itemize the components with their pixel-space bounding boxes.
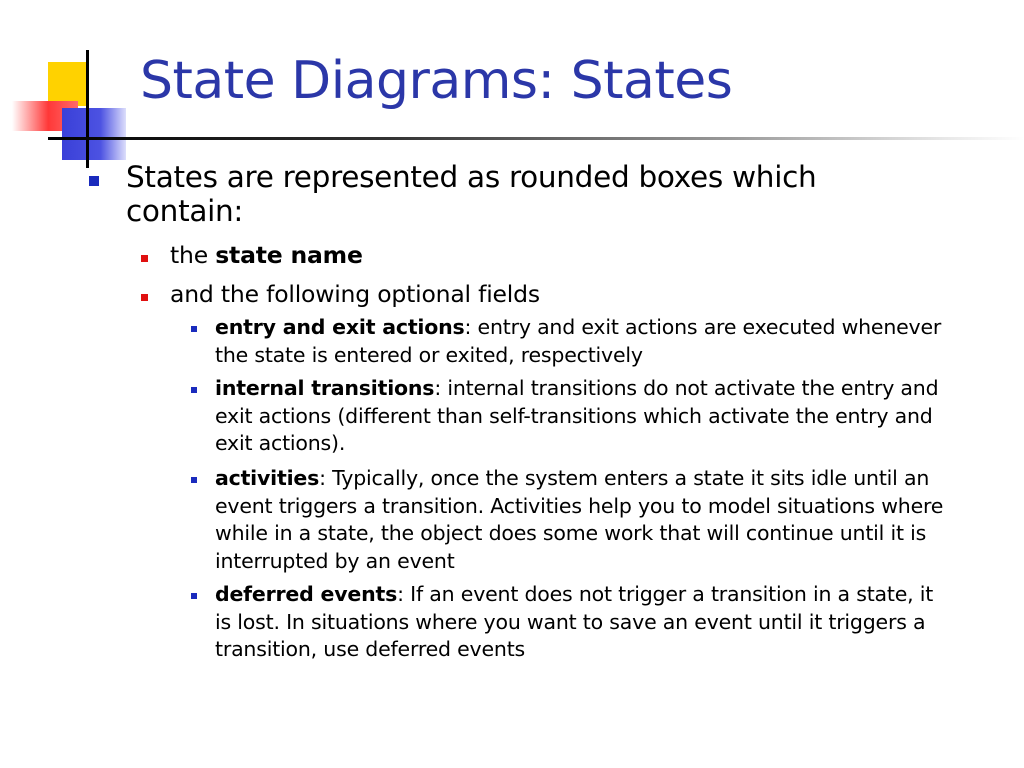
bullet-bold-term: state name [215, 241, 363, 269]
field-term: deferred events [215, 582, 398, 606]
logo-yellow-square [48, 62, 88, 106]
bullet-level2-optional-fields: and the following optional fields [170, 280, 540, 308]
field-term: activities [215, 466, 320, 490]
square-bullet-icon [141, 294, 148, 301]
field-entry-exit-actions [215, 314, 945, 369]
square-bullet-icon [191, 387, 197, 393]
field-description: : entry and exit actions are executed whenever the state is entered or exited, respectively [215, 315, 942, 367]
bullet-level2-state-name [170, 240, 930, 270]
logo-blue-square [62, 108, 126, 160]
square-bullet-icon [141, 255, 148, 262]
square-bullet-icon [89, 176, 99, 186]
bullet-prefix: the [170, 241, 216, 269]
field-term: entry and exit actions [215, 315, 465, 339]
field-internal-transitions [215, 375, 945, 458]
field-description: : If an event does not trigger a transition in a state, it is lost. In situations where you want to save an event until it triggers a transition, use deferred events [215, 582, 934, 661]
field-description: : internal transitions do not activate the entry and exit actions (different than self-transitions which activate the entry and exit actions). [215, 376, 939, 455]
field-deferred-events [215, 581, 945, 664]
slide-title: State Diagrams: States [140, 51, 733, 111]
overlapping-squares-logo [0, 0, 150, 170]
field-activities [215, 465, 945, 575]
logo-vertical-line [86, 50, 89, 168]
bullet-level1: States are represented as rounded boxes which contain: [126, 160, 817, 228]
square-bullet-icon [191, 326, 197, 332]
square-bullet-icon [191, 593, 197, 599]
square-bullet-icon [191, 477, 197, 483]
field-term: internal transitions [215, 376, 435, 400]
title-underline [48, 137, 1024, 140]
field-description: : Typically, once the system enters a state it sits idle until an event triggers a transition. Activities help you to model situations where while in a state, the object does some work that will continue until it is interrupted by an event [215, 466, 944, 573]
